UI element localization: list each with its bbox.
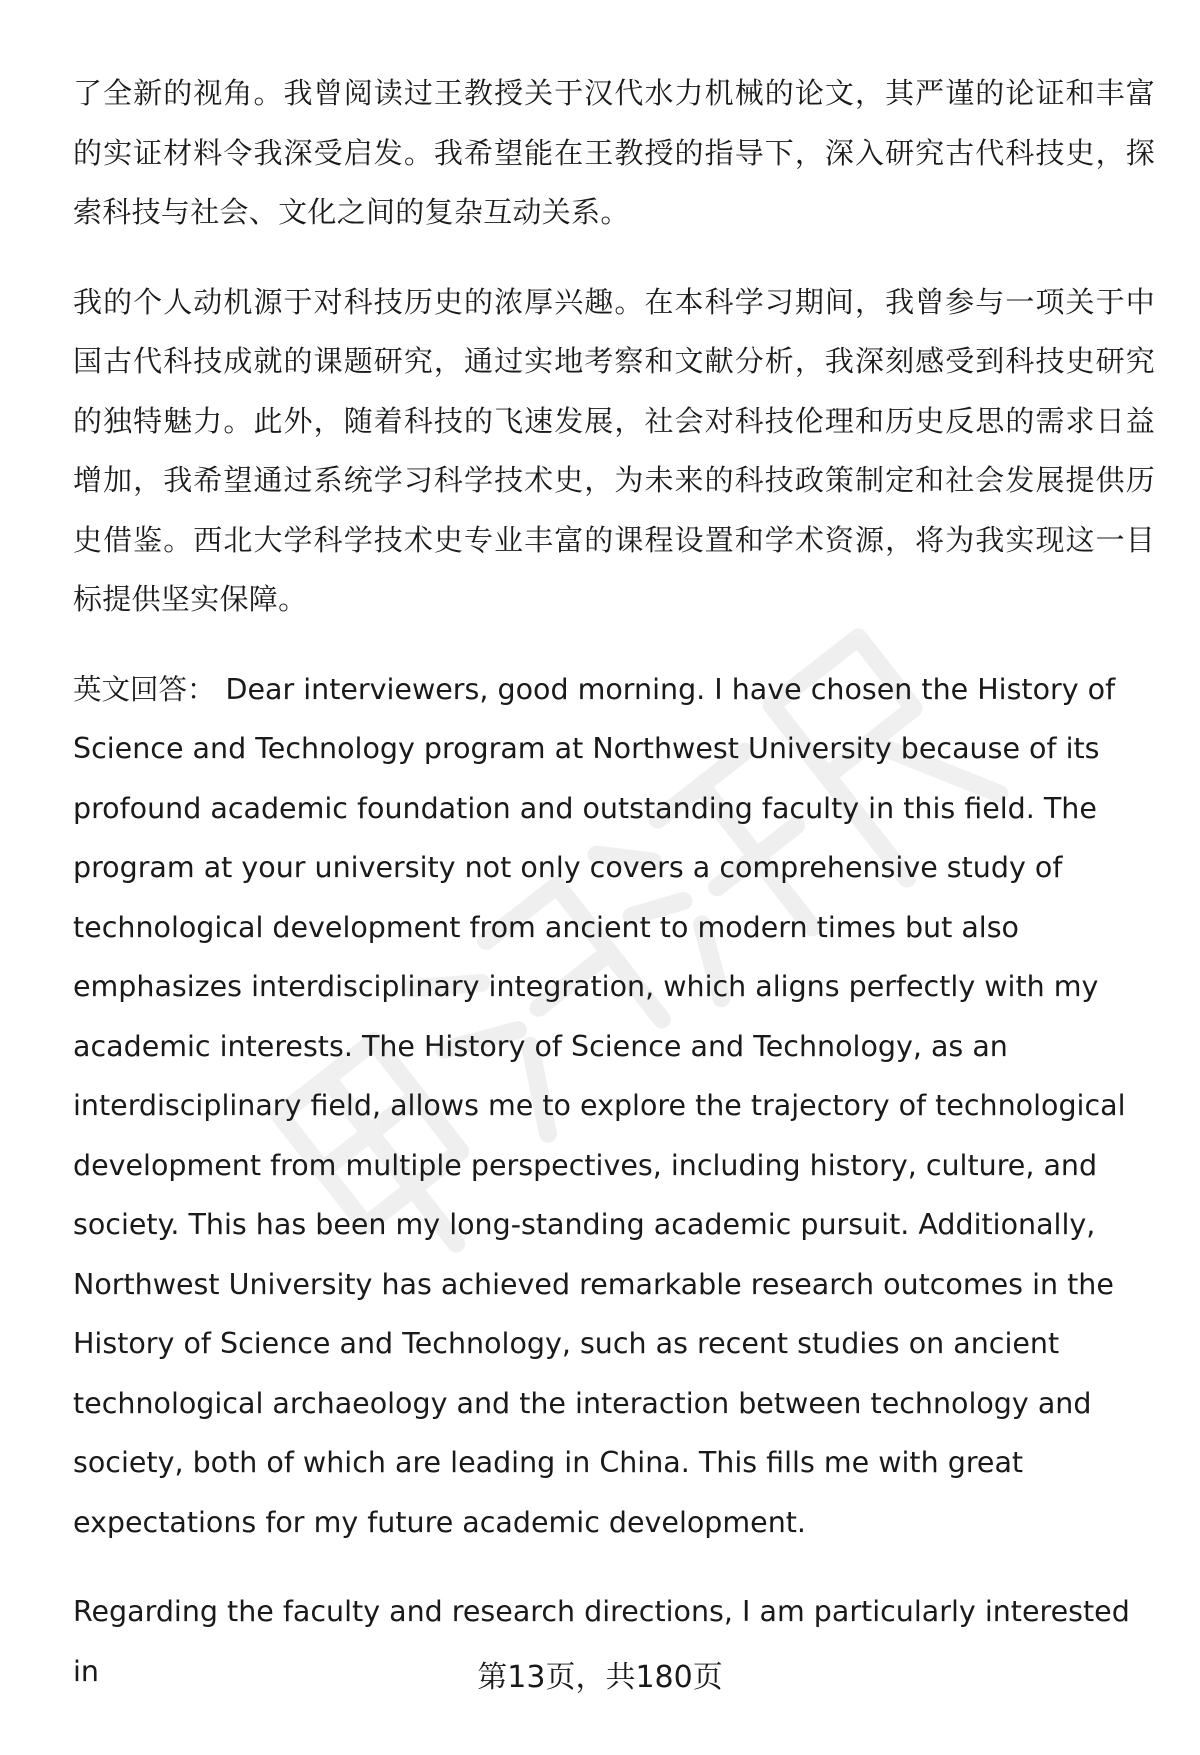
english-answer-label: 英文回答：	[73, 672, 216, 706]
page-number: 第13页，共180页	[477, 1660, 723, 1695]
paragraph-en-answer	[73, 660, 1155, 1553]
paragraph-cn-2: 我的个人动机源于对科技历史的浓厚兴趣。在本科学习期间，我曾参与一项关于中国古代科技成就的课题研究，通过实地考察和文献分析，我深刻感受到科技史研究的独特魅力。此外，随着科技的飞速发展，社会对科技伦理和历史反思的需求日益增加，我希望通过系统学习科学技术史，为未来的科技政策制定和社会发展提供历史借鉴。西北大学科学技术史专业丰富的课程设置和学术资源，将为我实现这一目标提供坚实保障。	[73, 284, 1155, 616]
document-body	[73, 64, 1155, 1701]
paragraph-en-continued: Regarding the faculty and research directions, I am particularly interested in	[73, 1595, 1130, 1688]
english-answer-text: Dear interviewers, good morning. I have chosen the History of Science and Technology program at Northwest University because of its profound academic foundation and outstanding faculty in this field. The program at your university not only covers a comprehensive study of technological development from ancient to modern times but also emphasizes interdisciplinary integration, which aligns perfectly with my academic interests. The History of Science and Technology, as an interdisciplinary field, allows me to explore the trajectory of technological development from multiple perspectives, including history, culture, and society. This has been my long-standing academic pursuit. Additionally, Northwest University has achieved remarkable research outcomes in the History of Science and Technology, such as recent studies on ancient technological archaeology and the interaction between technology and society, both of which are leading in China. This fills me with great expectations for my future academic development.	[73, 672, 1126, 1539]
paragraph-cn-1: 了全新的视角。我曾阅读过王教授关于汉代水力机械的论文，其严谨的论证和丰富的实证材料令我深受启发。我希望能在王教授的指导下，深入研究古代科技史，探索科技与社会、文化之间的复杂互动关系。	[73, 76, 1155, 229]
